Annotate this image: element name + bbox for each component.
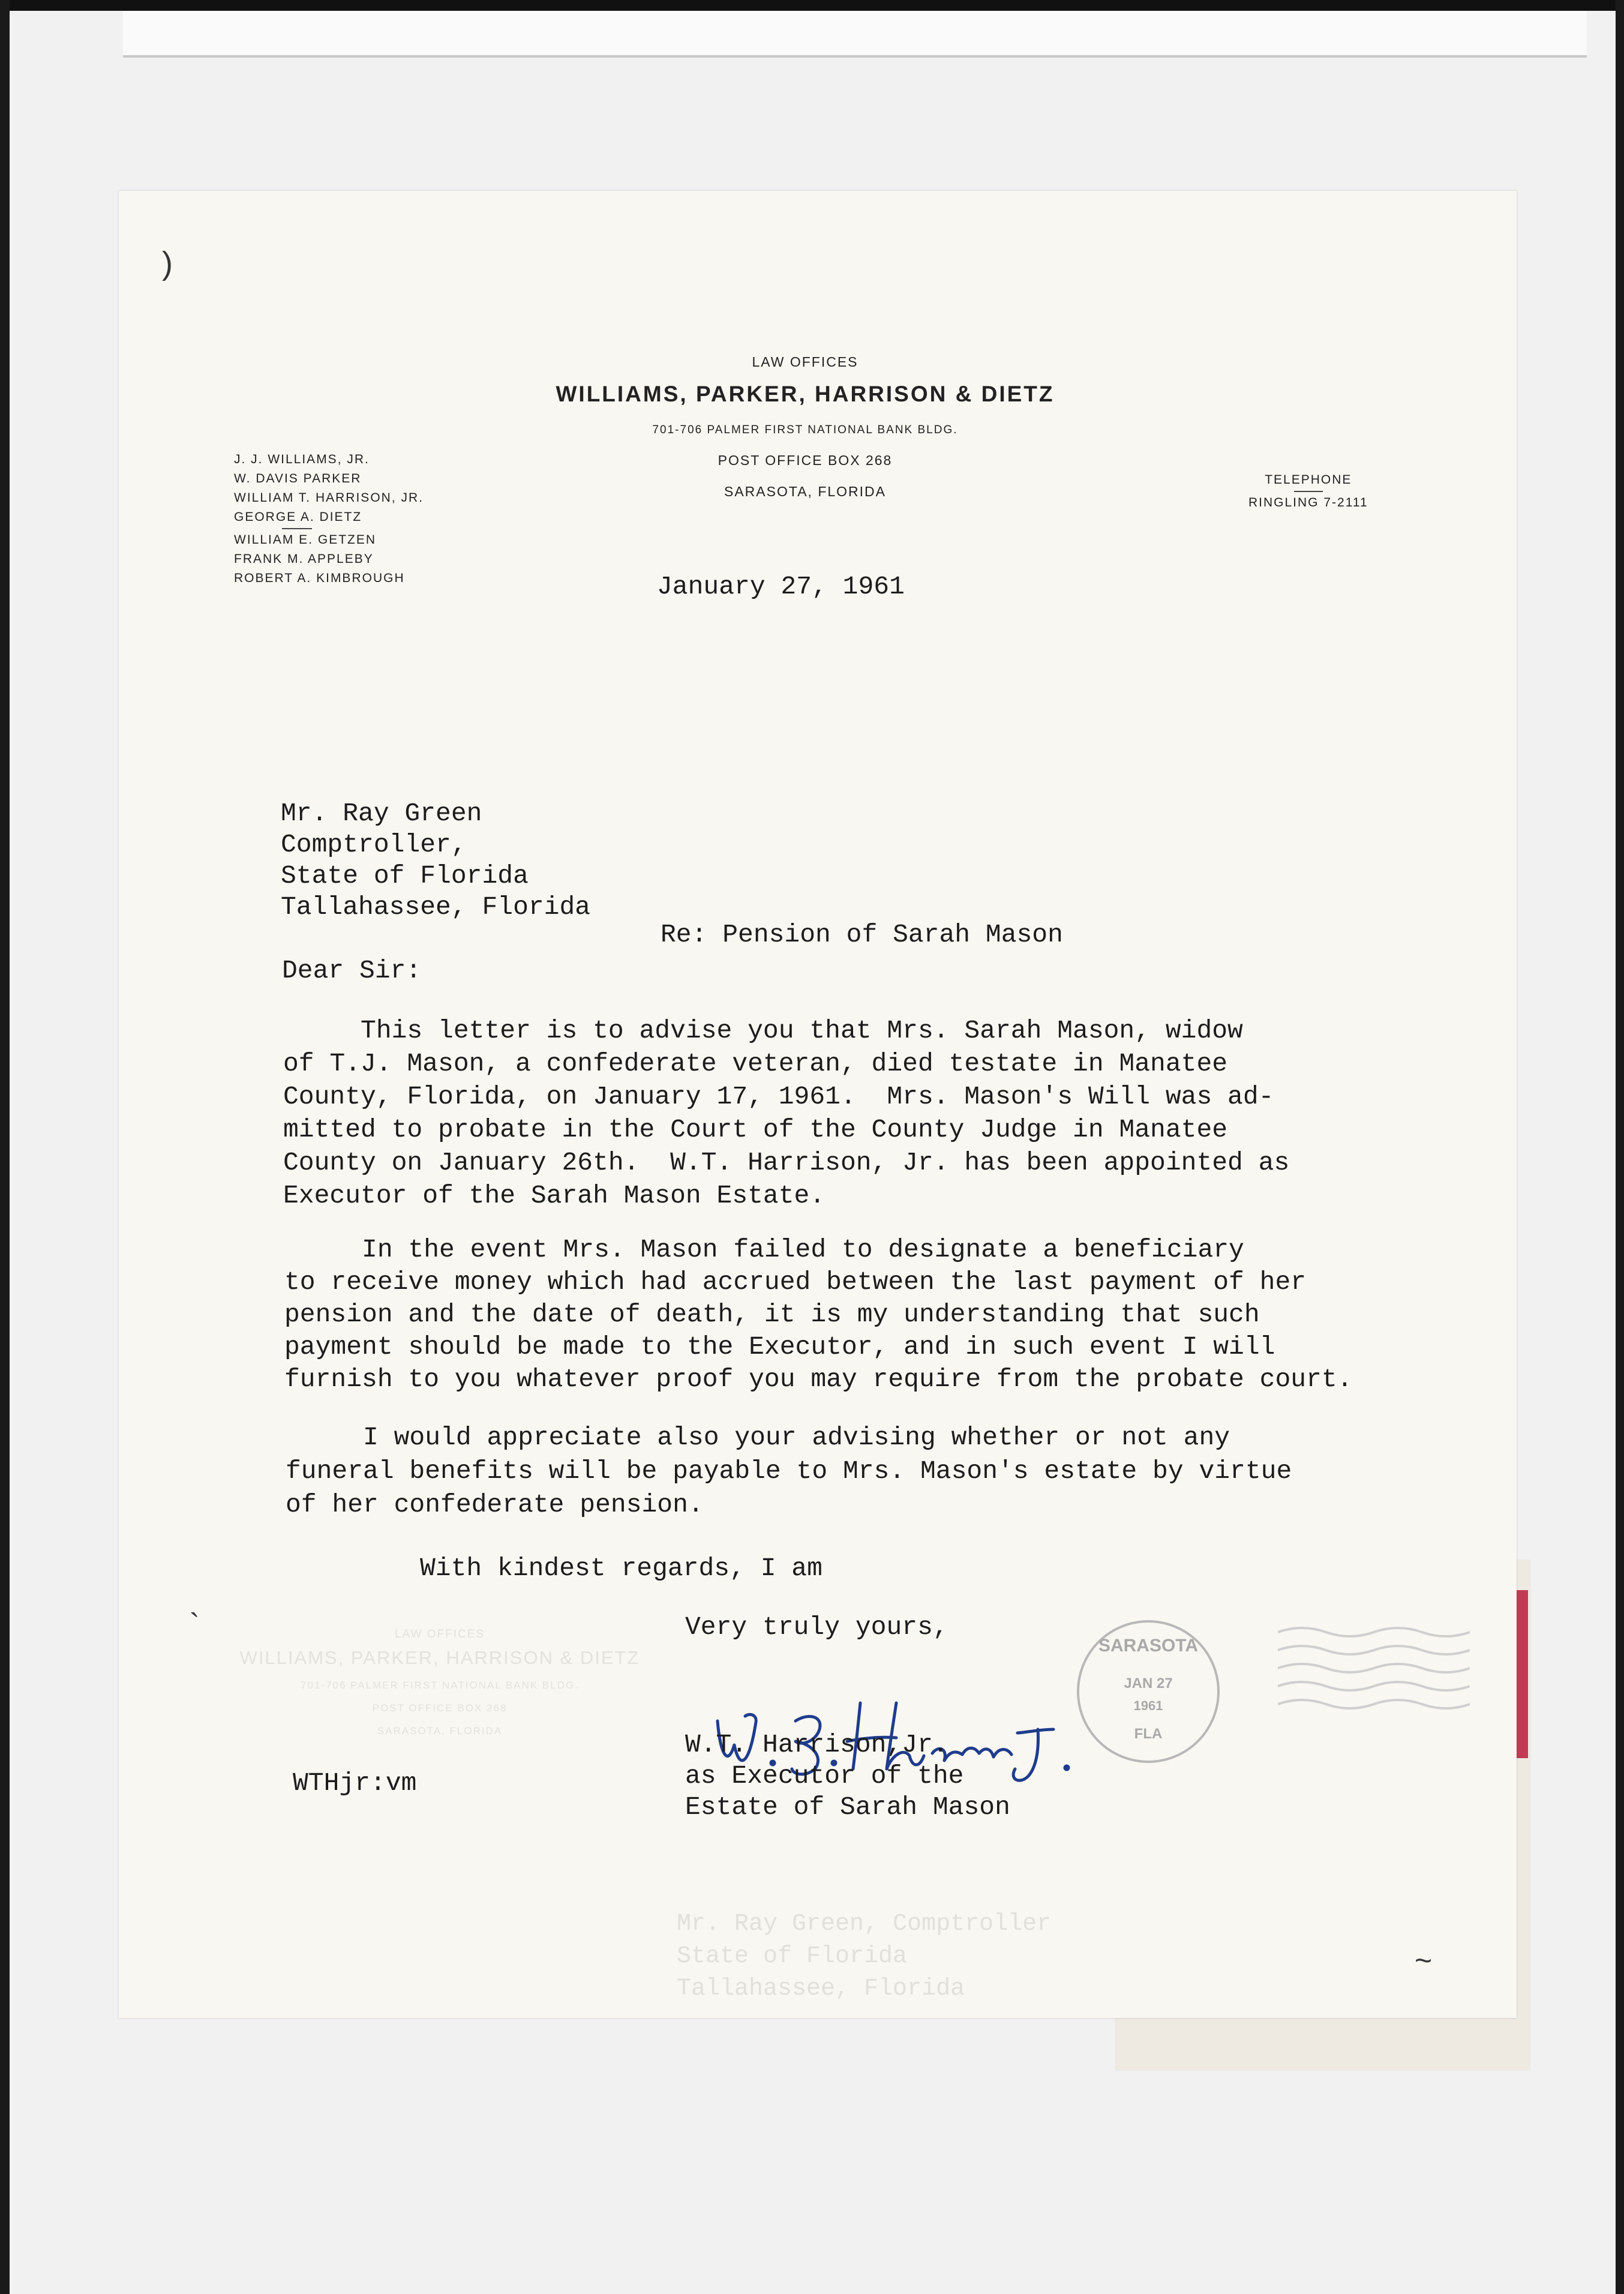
- associate-name: WILLIAM E. GETZEN: [234, 533, 377, 547]
- postage-cancellation-lines: [1278, 1620, 1470, 1728]
- paragraph-line: furnish to you whatever proof you may require from the probate court.: [284, 1365, 1353, 1394]
- partner-name: J. J. WILLIAMS, JR.: [234, 452, 370, 466]
- paragraph-line: of her confederate pension.: [286, 1490, 704, 1519]
- associate-name: ROBERT A. KIMBROUGH: [234, 571, 405, 585]
- show-through-return-address: [155, 1628, 725, 1737]
- scan-border-left: [0, 0, 10, 2294]
- associate-name: FRANK M. APPLEBY: [234, 552, 374, 566]
- recipient-line: Tallahassee, Florida: [281, 892, 591, 922]
- scan-mark: ~: [1415, 1944, 1433, 1977]
- scan-mark: `: [190, 1608, 200, 1641]
- paragraph-line: pension and the date of death, it is my understanding that such: [284, 1300, 1260, 1329]
- show-through-line: SARASOTA, FLORIDA: [377, 1725, 503, 1737]
- letterhead-building: 701-706 PALMER FIRST NATIONAL BANK BLDG.: [652, 424, 958, 436]
- paragraph-line: mitted to probate in the Court of the County Judge in Manatee: [283, 1115, 1228, 1144]
- recipient-line: State of Florida: [281, 861, 529, 890]
- signer-block: [685, 1729, 1010, 1823]
- show-through-line: POST OFFICE BOX 268: [372, 1702, 508, 1714]
- partner-name: W. DAVIS PARKER: [234, 472, 362, 485]
- paragraph-2: [284, 1234, 1353, 1396]
- paragraph-line: County, Florida, on January 17, 1961. Mrs. Mason's Will was ad-: [283, 1082, 1274, 1111]
- show-through-line: LAW OFFICES: [394, 1628, 485, 1641]
- postmark-state: FLA: [1134, 1726, 1163, 1742]
- paragraph-line: of T.J. Mason, a confederate veteran, died testate in Manatee: [283, 1049, 1228, 1078]
- top-paper-strip: [123, 11, 1587, 58]
- closing-regards: With kindest regards, I am: [420, 1554, 822, 1583]
- paragraph-line: payment should be made to the Executor, and in such event I will: [284, 1332, 1275, 1362]
- paragraph-line: to receive money which had accrued between the last payment of her: [284, 1267, 1307, 1297]
- signer-line: Estate of Sarah Mason: [685, 1792, 1010, 1822]
- recipient-address: [281, 798, 590, 923]
- paragraph-line: This letter is to advise you that Mrs. Sarah Mason, widow: [283, 1016, 1243, 1045]
- scan-mark: ): [162, 245, 173, 281]
- partner-name: GEORGE A. DIETZ: [234, 510, 362, 524]
- partner-name: WILLIAM T. HARRISON, JR.: [234, 491, 424, 505]
- telephone-label: TELEPHONE: [1265, 473, 1352, 487]
- paragraph-line: I would appreciate also your advising whether or not any: [286, 1423, 1230, 1452]
- signer-line: W.T. Harrison,Jr.: [685, 1730, 948, 1759]
- salutation: Dear Sir:: [282, 956, 422, 985]
- letterhead-divider: [282, 528, 312, 529]
- postmark-date: JAN 27: [1124, 1675, 1173, 1692]
- show-through-line: Mr. Ray Green, Comptroller: [677, 1911, 1052, 1938]
- postmark-city: SARASOTA: [1098, 1636, 1199, 1656]
- complimentary-close: Very truly yours,: [685, 1612, 948, 1642]
- show-through-envelope-address: [677, 1908, 1051, 2005]
- reference-initials: WTHjr:vm: [293, 1768, 417, 1798]
- paragraph-line: Executor of the Sarah Mason Estate.: [283, 1181, 825, 1210]
- letterhead-city: SARASOTA, FLORIDA: [724, 484, 887, 499]
- signer-line: as Executor of the: [685, 1761, 964, 1791]
- letter-date: January 27, 1961: [657, 572, 905, 601]
- paragraph-line: funeral benefits will be payable to Mrs. Mason's estate by virtue: [286, 1456, 1292, 1486]
- letterhead-po-box: POST OFFICE BOX 268: [718, 452, 893, 468]
- letterhead-partners: [234, 450, 424, 588]
- telephone-number: RINGLING 7-2111: [1248, 496, 1368, 509]
- show-through-line: 701-706 PALMER FIRST NATIONAL BANK BLDG.: [301, 1680, 579, 1691]
- postmark: [1077, 1620, 1220, 1763]
- recipient-line: Comptroller,: [281, 830, 467, 859]
- scan-border-right: [1616, 0, 1624, 2294]
- letter-page: [119, 191, 1517, 2018]
- re-line: Re: Pension of Sarah Mason: [661, 920, 1063, 949]
- scan-border-top: [0, 0, 1624, 11]
- letterhead-law-offices: LAW OFFICES: [752, 354, 858, 370]
- show-through-line: Tallahassee, Florida: [677, 1975, 965, 2002]
- postmark-year: 1961: [1133, 1698, 1163, 1713]
- paragraph-line: In the event Mrs. Mason failed to designate a beneficiary: [284, 1235, 1244, 1264]
- paragraph-3: [286, 1421, 1292, 1522]
- show-through-line: WILLIAMS, PARKER, HARRISON & DIETZ: [239, 1647, 640, 1668]
- show-through-line: State of Florida: [677, 1943, 908, 1970]
- paragraph-1: [283, 1014, 1289, 1212]
- letterhead-telephone: [1248, 469, 1368, 514]
- paragraph-line: County on January 26th. W.T. Harrison, Jr. has been appointed as: [283, 1148, 1290, 1177]
- recipient-line: Mr. Ray Green: [281, 799, 482, 828]
- letterhead-firm-name: WILLIAMS, PARKER, HARRISON & DIETZ: [556, 382, 1055, 406]
